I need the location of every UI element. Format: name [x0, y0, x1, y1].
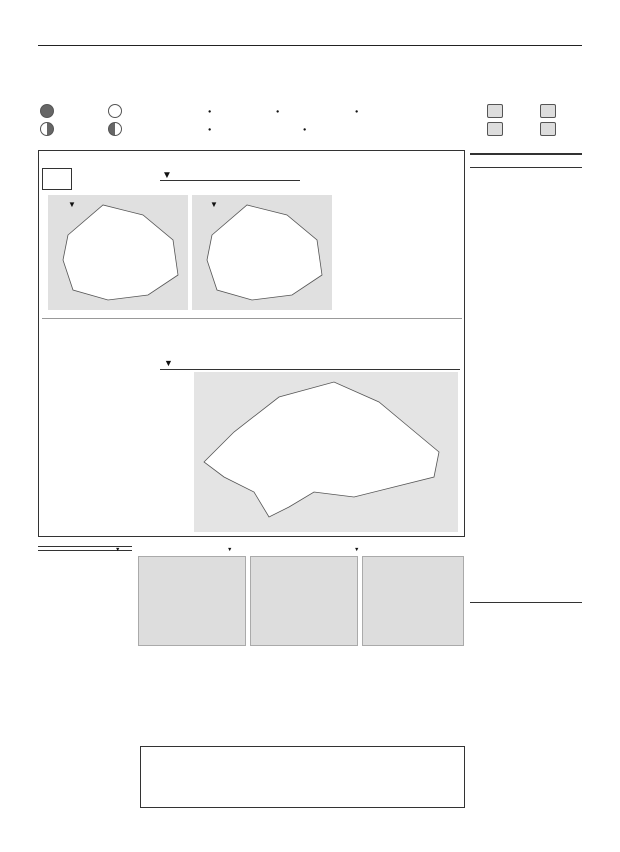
- iberia-ad[interactable]: [140, 746, 465, 808]
- province-shape: [192, 195, 332, 310]
- sevilla-map-today: [48, 195, 188, 310]
- reservoir-chart: [294, 662, 462, 726]
- sevilla-title: ▼: [162, 170, 172, 181]
- andalucia-map: [194, 372, 458, 532]
- map-title: ▼: [227, 547, 233, 553]
- legend-item: ●: [208, 127, 212, 133]
- province-shape: [48, 195, 188, 310]
- tomorrow-label: ▼: [210, 200, 218, 209]
- forecast-map-saturday: [138, 556, 246, 646]
- rule: [160, 180, 300, 181]
- legend-item: ●: [276, 109, 280, 115]
- map-title: ▼: [354, 547, 360, 553]
- map-title: ▼: [115, 547, 121, 553]
- legend-item: ●: [303, 127, 307, 133]
- region-shape: [194, 372, 458, 532]
- forecast-map-europe: [362, 556, 464, 646]
- sevilla-map-tomorrow: [192, 195, 332, 310]
- temps-key: [42, 168, 72, 190]
- legend-item: ●: [355, 109, 359, 115]
- rule: [470, 602, 582, 603]
- page-header: [38, 32, 582, 46]
- legend-item: ●: [208, 109, 212, 115]
- rule: [470, 167, 582, 168]
- rule: [470, 153, 582, 155]
- andalucia-title: ▼: [164, 358, 173, 368]
- rule: [160, 369, 460, 370]
- symbol-legend: [42, 318, 462, 348]
- today-label: ▼: [68, 200, 76, 209]
- forecast-map-sunday: [250, 556, 358, 646]
